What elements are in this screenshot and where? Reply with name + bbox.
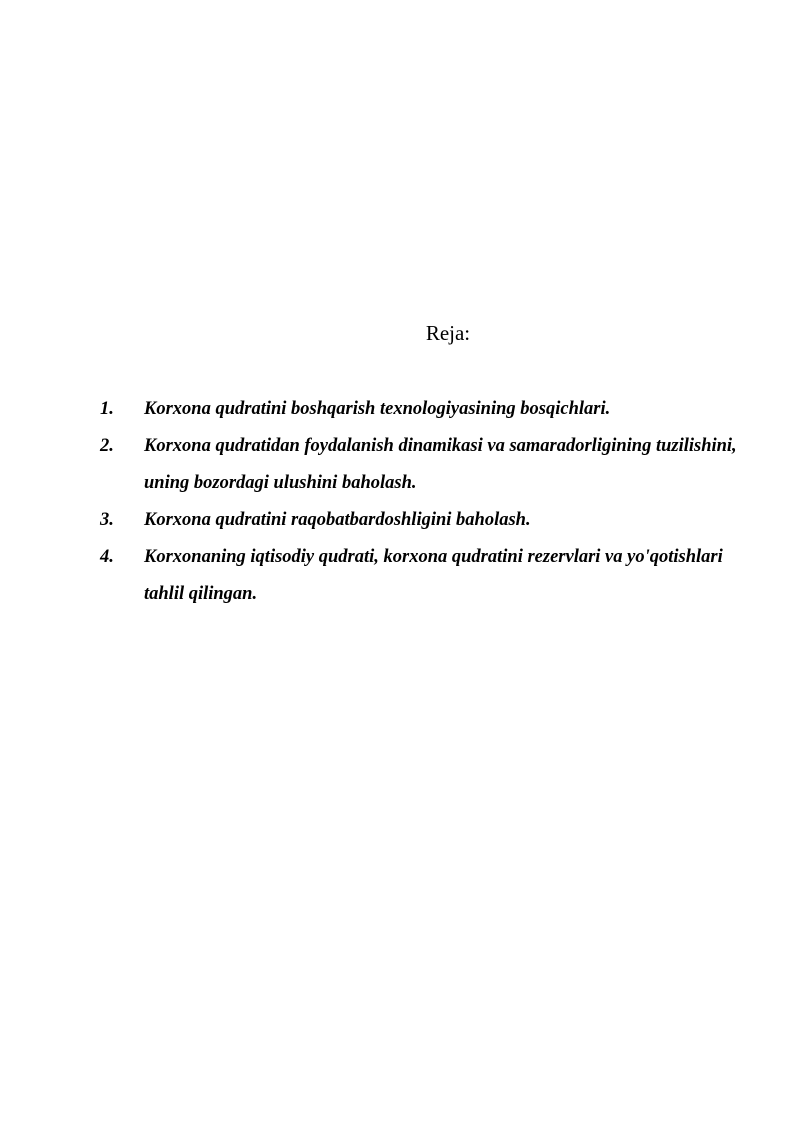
list-item-number: 1. <box>100 399 114 419</box>
list-item-number: 2. <box>100 436 114 456</box>
list-item-text: Korxona qudratini boshqarish texnologiyasining bosqichlari. <box>144 399 611 419</box>
list-item <box>100 391 760 428</box>
list-item <box>100 428 760 502</box>
plan-list <box>100 391 760 613</box>
list-item <box>100 502 760 539</box>
list-item-text: Korxonaning iqtisodiy qudrati, korxona qudratini rezervlari va yo'qotishlari tahlil qilingan. <box>144 547 723 604</box>
list-item-text: Korxona qudratini raqobatbardoshligini baholash. <box>144 510 531 530</box>
list-item-number: 3. <box>100 510 114 530</box>
list-item-text: Korxona qudratidan foydalanish dinamikasi va samaradorligining tuzilishini, uning bozordagi ulushini baholash. <box>144 436 737 493</box>
page-title: Reja: <box>425 321 471 345</box>
list-item-number: 4. <box>100 547 114 567</box>
list-item <box>100 539 760 613</box>
